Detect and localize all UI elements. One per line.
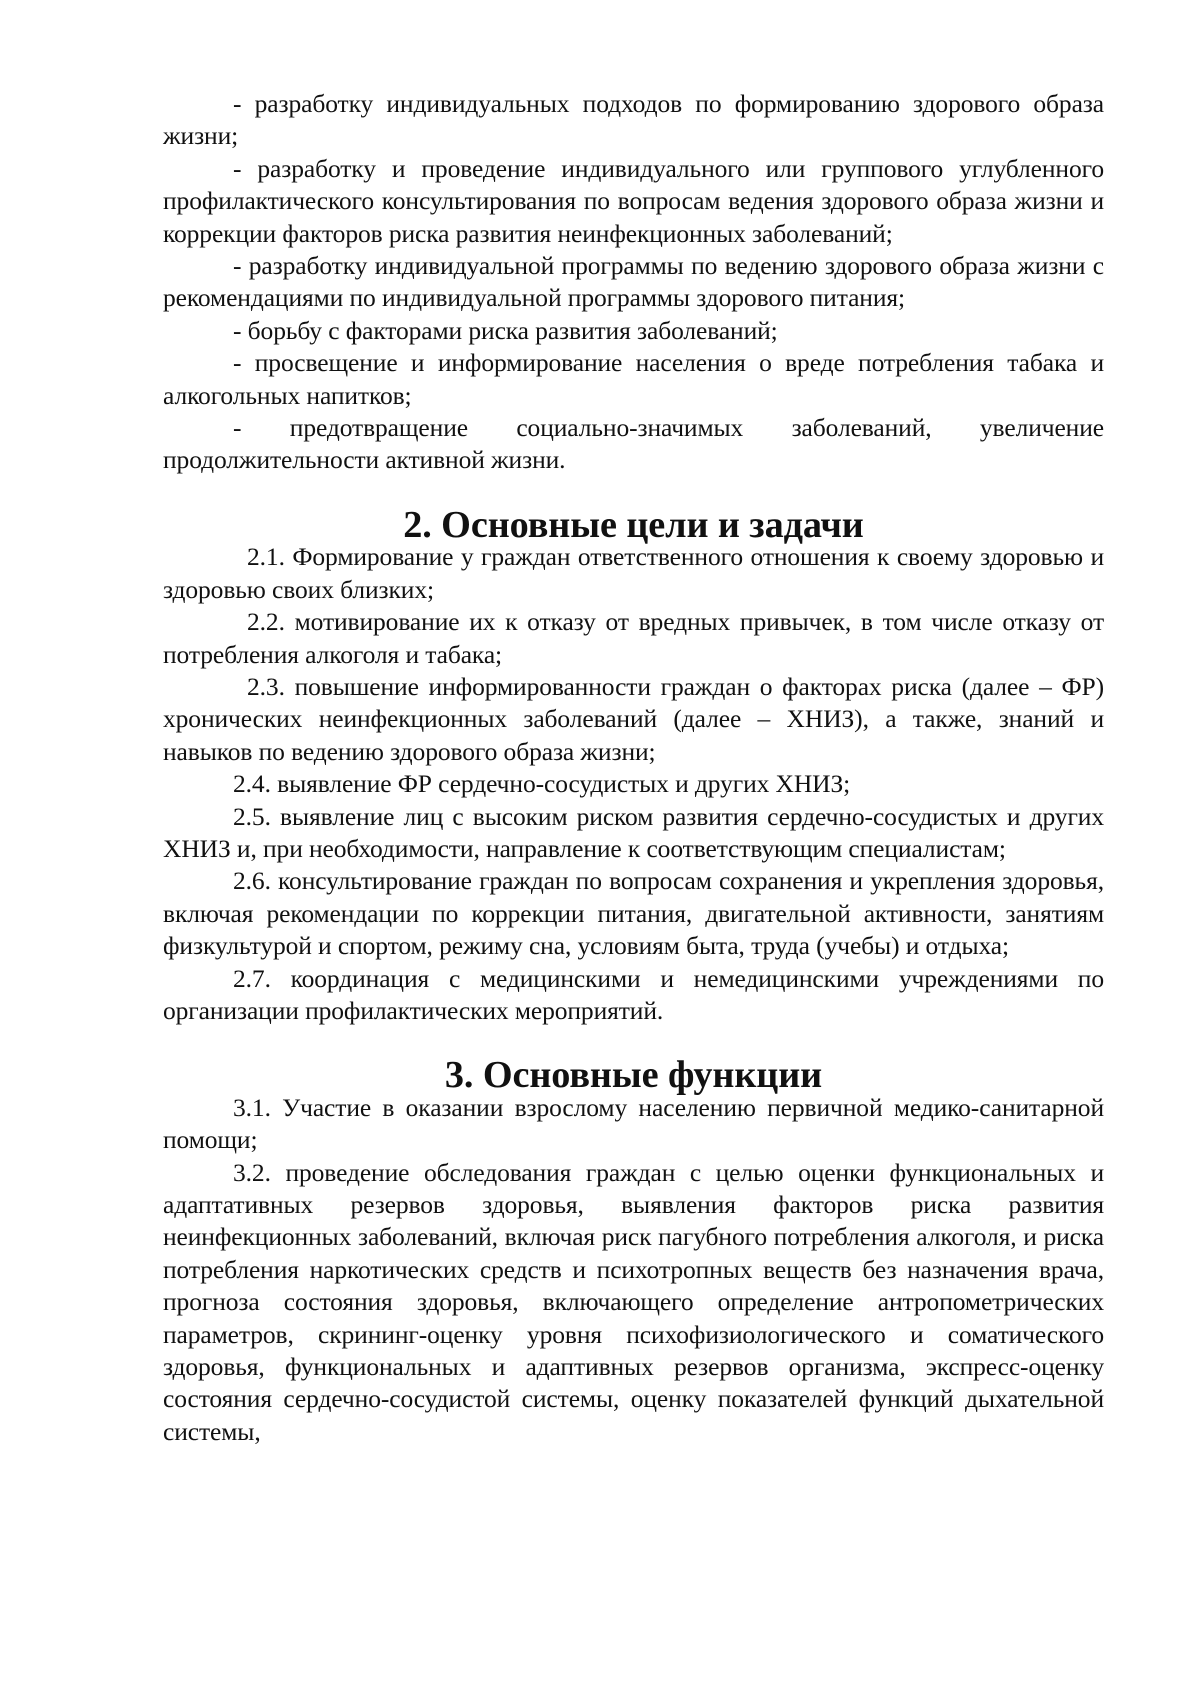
intro-item-6: - предотвращение социально-значимых заболеваний, увеличение продолжительности активной жизни. [163, 413, 1104, 475]
section-3-item-1: 3.1. Участие в оказании взрослому населению первичной медико-санитарной помощи; [163, 1092, 1104, 1155]
intro-item-2: - разработку и проведение индивидуального или группового углубленного профилактического консультирования по вопросам ведения здорового образа жизни и коррекции факторов риска развития неинфекционных заболеваний; [163, 153, 1104, 248]
section-2-title: 2. Основные цели и задачи [403, 503, 864, 546]
section-3-title: 3. Основные функции [444, 1054, 823, 1097]
intro-item-3: - разработку индивидуальной программы по ведению здорового образа жизни с рекомендациями по индивидуальной программы здорового питания; [163, 251, 1104, 313]
section-2-item-5: 2.5. выявление лиц с высоким риском развития сердечно-сосудистых и других ХНИЗ и, при необходимости, направление к соответствующим специалистам; [163, 801, 1104, 863]
section-2-item-1: 2.1. Формирование у граждан ответственного отношения к своему здоровью и здоровью своих близких; [163, 542, 1104, 604]
section-2-item-6: 2.6. консультирование граждан по вопросам сохранения и укрепления здоровья, включая рекомендации по коррекции питания, двигательной активности, занятиям физкультурой и спортом, режиму сна, условиям быта, труда (учебы) и отдыха; [163, 866, 1104, 961]
section-2-item-3: 2.3. повышение информированности граждан о факторах риска (далее – ФР) хронических неинфекционных заболеваний (далее – ХНИЗ), а также, знаний и навыков по ведению здорового образа жизни; [163, 671, 1104, 766]
intro-item-1: - разработку индивидуальных подходов по формированию здорового образа жизни; [163, 89, 1104, 151]
intro-item-4: - борьбу с факторами риска развития заболеваний; [233, 315, 778, 345]
section-2-item-7: 2.7. координация с медицинскими и немедицинскими учреждениями по организации профилактических мероприятий. [163, 963, 1104, 1025]
document-page [163, 88, 1104, 1448]
section-2-item-4: 2.4. выявление ФР сердечно-сосудистых и других ХНИЗ; [233, 769, 851, 799]
section-3-item-2: 3.2. проведение обследования граждан с целью оценки функциональных и адаптативных резервов здоровья, выявления факторов риска развития неинфекционных заболеваний, включая риск пагубного потребления алкоголя, и риска потребления наркотических средств и психотропных веществ без назначения врача, прогноза состояния здоровья, включающего определение антропометрических параметров, скрининг-оценку уровня психофизиологического и соматического здоровья, функциональных и адаптивных резервов организма, экспресс-оценку состояния сердечно-сосудистой системы, оценку показателей функций дыхательной системы, [163, 1157, 1104, 1446]
intro-item-5: - просвещение и информирование населения о вреде потребления табака и алкогольных напитков; [163, 348, 1104, 410]
section-2-item-2: 2.2. мотивирование их к отказу от вредных привычек, в том числе отказу от потребления алкоголя и табака; [163, 607, 1104, 669]
